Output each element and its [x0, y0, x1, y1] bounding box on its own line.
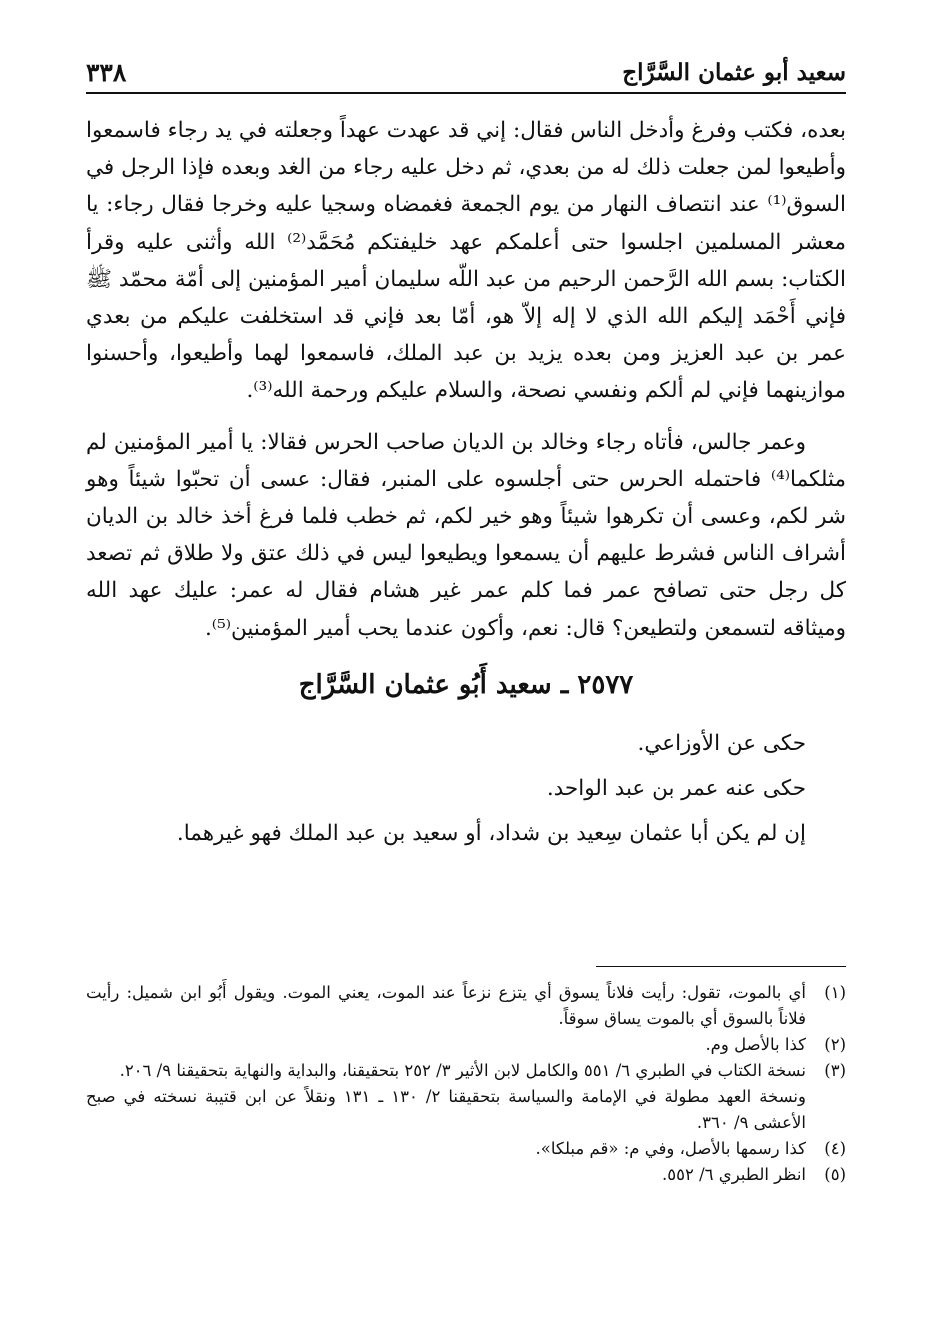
- footnote-number: (١): [824, 983, 846, 1002]
- footnote-number: (٥): [824, 1165, 846, 1184]
- entry-line-2: حكى عنه عمر بن عبد الواحد.: [546, 775, 806, 801]
- footnote-item: [86, 1032, 846, 1058]
- footnote-text: ونسخة العهد مطولة في الإمامة والسياسة بتحقيقنا ٢/ ١٣٠ ـ ١٣١ ونقلاً عن ابن قتيبة نسخته في صبح الأعشى ٩/ ٣٦٠.: [86, 1087, 806, 1132]
- main-text: [86, 112, 846, 856]
- footnote-item: [86, 1136, 846, 1162]
- footnote-continuation: [86, 1084, 846, 1136]
- footnote-item: [86, 980, 846, 1032]
- footnote-text: نسخة الكتاب في الطبري ٦/ ٥٥١ والكامل لابن الأثير ٣/ ٢٥٢ بتحقيقنا، والبداية والنهاية بتحقيقنا ٩/ ٢٠٦.: [119, 1061, 806, 1080]
- footnote-item: [86, 1058, 846, 1084]
- paragraph-2: وعمر جالس، فأتاه رجاء وخالد بن الديان صاحب الحرس فقالا: يا أمير المؤمنين لم مثلكما⁽⁴⁾ فاحتمله الحرس حتى أجلسوه على المنبر، فقال: عسى أن تحبّوا شيئاً وهو شر لكم، وعسى أن تكرهوا شيئاً وهو خير لكم، ثم خطب فلما فرغ أخذ خالد بن الديان أشراف الناس فشرط عليهم أن يسمعوا ويطيعوا ليس في ذلك عتق ولا طلاق ثم تصعد كل رجل حتى تصافح عمر فما كلم عمر غير هشام فقال له عمر: عليك عهد الله وميثاقه لتسمعن ولتطيعن؟ قال: نعم، وأكون عندما يحب أمير المؤمنين⁽⁵⁾.: [86, 429, 846, 641]
- footnote-number: (٢): [824, 1035, 846, 1054]
- running-title: سعيد أبو عثمان السَّرَّاج: [622, 58, 846, 86]
- footnote-separator: [596, 966, 846, 967]
- page-number: ٣٣٨: [86, 57, 127, 87]
- footnote-text: انظر الطبري ٦/ ٥٥٢.: [662, 1165, 806, 1184]
- paragraph-1: بعده، فكتب وفرغ وأدخل الناس فقال: إني قد عهدت عهداً وجعلته في يد رجاء فاسمعوا وأطيعوا لمن جعلت ذلك له من بعدي، ثم دخل عليه رجاء من الغد وبعده فإذا الرجل في السوق⁽¹⁾ عند انتصاف النهار من يوم الجمعة فغمضاه وسجيا عليه وخرجا فقال رجاء: يا معشر المسلمين اجلسوا حتى أعلمكم عهد خليفتكم مُحَمَّد⁽²⁾ الله وأثنى عليه وقرأ الكتاب: بسم الله الرَّحمن الرحيم من عبد اللّه سليمان أمير المؤمنين إلى أمّة محمّد ﷺ فإني أَحْمَد إليكم الله الذي لا إله إلاّ هو، أمّا بعد فإني قد استخلفت عليكم من بعدي عمر بن عبد العزيز ومن بعده يزيد بن عبد الملك، فاسمعوا لهما وأطيعوا، وأحسنوا موازينهما فإني لم ألكم ونفسي نصحة، والسلام عليكم ورحمة الله⁽³⁾.: [86, 118, 846, 404]
- footnote-text: كذا رسمها بالأصل، وفي م: «قم مبلكا».: [535, 1139, 806, 1158]
- footnote-number: (٣): [824, 1061, 846, 1080]
- footnotes: [86, 980, 846, 1188]
- footnote-text: كذا بالأصل وم.: [705, 1035, 806, 1054]
- footnote-text: أي بالموت، تقول: رأيت فلاناً يسوق أي يتزع نزعاً عند الموت، يعني الموت. ويقول أَبُو ابن شميل: رأيت فلاناً بالسوق أي بالموت يساق سوقاً.: [86, 983, 806, 1028]
- footnote-number: (٤): [824, 1139, 846, 1158]
- entry-line-3: إن لم يكن أبا عثمان سِعيد بن شداد، أو سعيد بن عبد الملك فهو غيرهما.: [176, 820, 806, 846]
- entry-line-1: حكى عن الأوزاعي.: [637, 730, 806, 756]
- page-header: [86, 52, 846, 94]
- section-heading: ٢٥٧٧ ـ سعيد أَبُو عثمان السَّرَّاج: [298, 669, 634, 700]
- footnote-item: [86, 1162, 846, 1188]
